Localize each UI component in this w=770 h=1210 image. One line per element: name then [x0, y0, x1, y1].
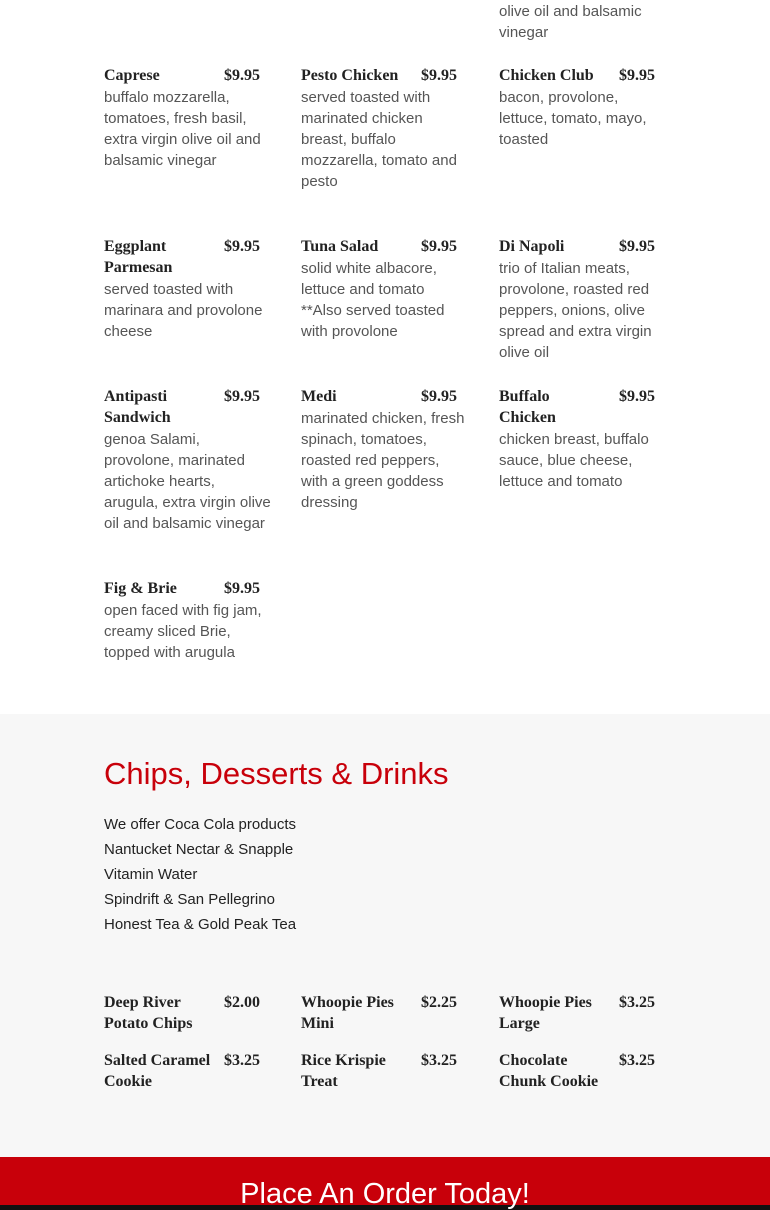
menu-item-description: marinated chicken, fresh spinach, tomatoes, roasted red peppers, with a green goddess dressing — [301, 410, 465, 511]
menu-item-description: genoa Salami, provolone, marinated artichoke hearts, arugula, extra virgin olive oil and balsamic vinegar — [104, 431, 271, 532]
menu-item — [301, 992, 471, 1034]
menu-item — [499, 992, 669, 1034]
menu-item-name: Whoopie Pies Large — [499, 994, 592, 1032]
menu-item-price: $3.25 — [224, 1052, 260, 1069]
menu-item-name: Tuna Salad — [301, 238, 379, 255]
menu-item-price: $3.25 — [619, 994, 655, 1011]
menu-item-name: Eggplant Parmesan — [104, 238, 173, 276]
menu-item — [301, 236, 471, 342]
menu-item-name: Di Napoli — [499, 238, 565, 255]
menu-item — [499, 236, 669, 363]
list-item: Vitamin Water — [104, 866, 198, 883]
menu-item-price: $9.95 — [619, 67, 655, 84]
menu-item — [104, 386, 274, 534]
menu-item — [104, 65, 274, 171]
list-item: Spindrift & San Pellegrino — [104, 891, 275, 908]
menu-item — [104, 236, 274, 342]
menu-item-price: $9.95 — [619, 238, 655, 255]
menu-item-price: $3.25 — [619, 1052, 655, 1069]
menu-item-name: Medi — [301, 388, 337, 405]
menu-item-price: $9.95 — [421, 238, 457, 255]
menu-item-name: Buffalo Chicken — [499, 388, 556, 426]
chips-desserts-drinks-section — [0, 714, 770, 1157]
partial-item-description: olive oil and balsamic vinegar — [499, 3, 642, 41]
menu-item — [301, 65, 471, 192]
menu-item-name: Fig & Brie — [104, 580, 177, 597]
menu-item-price: $9.95 — [224, 580, 260, 597]
list-item: We offer Coca Cola products — [104, 816, 297, 833]
menu-item-description: chicken breast, buffalo sauce, blue cheese, lettuce and tomato — [499, 431, 649, 490]
menu-item-name: Chocolate Chunk Cookie — [499, 1052, 599, 1090]
menu-item — [104, 992, 274, 1034]
menu-item-name: Rice Krispie Treat — [301, 1052, 386, 1090]
menu-item-name: Salted Caramel Cookie — [104, 1052, 211, 1090]
menu-item-name: Chicken Club — [499, 67, 594, 84]
menu-item-description: served toasted with marinara and provolone cheese — [104, 281, 263, 340]
menu-item-price: $9.95 — [421, 388, 457, 405]
menu-item — [301, 386, 471, 513]
menu-item-price: $2.25 — [421, 994, 457, 1011]
order-cta-bar[interactable] — [0, 1157, 770, 1210]
menu-item-description: solid white albacore, lettuce and tomato **Also served toasted with provolone — [301, 260, 445, 340]
menu-item-description: trio of Italian meats, provolone, roasted red peppers, onions, olive spread and extra virgin olive oil — [499, 260, 652, 361]
list-item: Honest Tea & Gold Peak Tea — [104, 916, 297, 933]
menu-item-price: $9.95 — [421, 67, 457, 84]
list-item: Nantucket Nectar & Snapple — [104, 841, 294, 858]
menu-item-price: $9.95 — [619, 388, 655, 405]
menu-item-name: Deep River Potato Chips — [104, 994, 193, 1032]
menu-item-name: Caprese — [104, 67, 160, 84]
menu-item-description: served toasted with marinated chicken breast, buffalo mozzarella, tomato and pesto — [301, 89, 457, 190]
menu-item-name: Pesto Chicken — [301, 67, 399, 84]
section-title: Chips, Desserts & Drinks — [104, 756, 449, 791]
menu-item — [499, 65, 669, 150]
menu-item — [301, 1050, 471, 1092]
menu-item-description: buffalo mozzarella, tomatoes, fresh basil, extra virgin olive oil and balsamic vinegar — [104, 89, 261, 169]
menu-item-price: $2.00 — [224, 994, 260, 1011]
menu-item — [104, 578, 274, 663]
menu-item-price: $3.25 — [421, 1052, 457, 1069]
menu-item-price: $9.95 — [224, 67, 260, 84]
menu-item — [104, 1050, 274, 1092]
menu-item-description: open faced with fig jam, creamy sliced Brie, topped with arugula — [104, 602, 262, 661]
menu-item-name: Whoopie Pies Mini — [301, 994, 394, 1032]
menu-item-price: $9.95 — [224, 388, 260, 405]
drinks-offer-list — [104, 812, 296, 937]
place-order-button[interactable]: Place An Order Today! — [240, 1178, 530, 1210]
menu-item-name: Antipasti Sandwich — [104, 388, 171, 426]
menu-item-price: $9.95 — [224, 238, 260, 255]
menu-item-description: bacon, provolone, lettuce, tomato, mayo, toasted — [499, 89, 647, 148]
menu-item — [499, 386, 669, 492]
menu-item — [499, 1050, 669, 1092]
